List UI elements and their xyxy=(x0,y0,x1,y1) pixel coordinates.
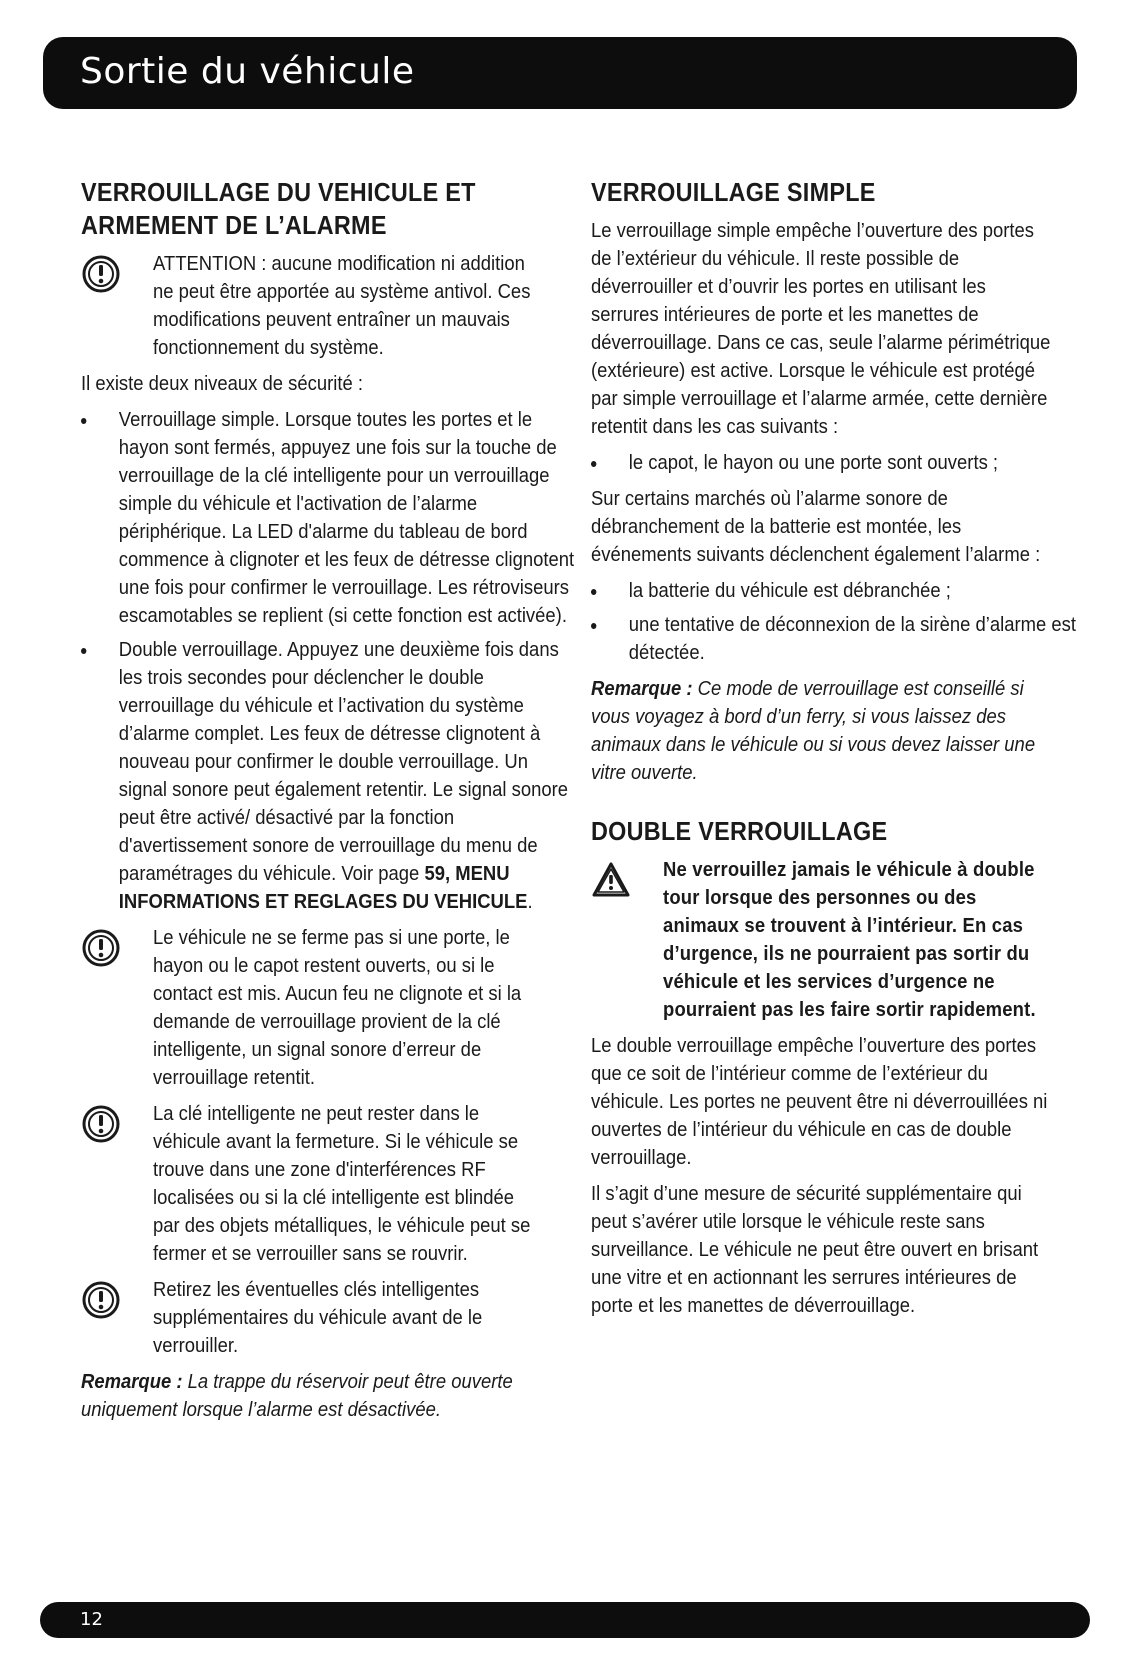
list-item xyxy=(591,449,1088,477)
info-notice-1 xyxy=(81,924,539,1092)
remark xyxy=(591,675,1051,787)
bullet-dot xyxy=(81,648,86,654)
bullet-dot xyxy=(591,461,596,467)
bullet-list xyxy=(591,577,1077,667)
remark xyxy=(81,1368,539,1424)
caution-circle-icon xyxy=(81,928,121,968)
bullet-double-locking: Double verrouillage. Appuyez une deuxième fois dans les trois secondes pour déclencher le double verrouillage du véhicule et l’activation du système d’alarme complet. Les feux de détresse clignotent à nouveau pour confirmer le double verrouillage. Un signal sonore peut également retentir. Le signal sonore peut être activé/ désactivé par la fonction d'avertissement sonore de verrouillage du menu de paramétrages du véhicule. Voir page xyxy=(118,638,569,885)
right-column xyxy=(591,176,1077,1328)
notice-text: Le véhicule ne se ferme pas si une porte, le hayon ou le capot restent ouverts, ou si le contact est mis. Aucun feu ne clignote et si la demande de verrouillage provient de la clé intelligente, un signal sonore d’erreur de verrouillage retentit. xyxy=(153,926,522,1089)
bullet-text: le capot, le hayon ou une porte sont ouverts ; xyxy=(628,451,999,474)
list-item xyxy=(81,406,576,630)
attention-notice xyxy=(81,250,539,362)
left-column xyxy=(81,176,575,1432)
page-number: 12 xyxy=(80,1609,103,1630)
page-title: Sortie du véhicule xyxy=(80,51,415,92)
bullet-list xyxy=(591,449,1051,477)
section-heading-simple-locking: VERROUILLAGE SIMPLE xyxy=(591,177,876,207)
paragraph: Le double verrouillage empêche l’ouverture des portes que ce soit de l’intérieur comme de l’extérieur du véhicule. Les portes ne peuvent être ni déverrouillées ni ouvertes de l’intérieur du véhicule en cas de double verrouillage. xyxy=(591,1034,1048,1169)
intro-text: Il existe deux niveaux de sécurité : xyxy=(81,372,364,395)
section-heading-locking: VERROUILLAGE DU VEHICULE ET ARMEMENT DE L’ALARME xyxy=(81,177,476,240)
remark-label: Remarque : xyxy=(81,1370,183,1393)
info-notice-2 xyxy=(81,1100,539,1268)
section-heading-double-locking: DOUBLE VERROUILLAGE xyxy=(591,816,888,846)
remark-text: La trappe du réservoir peut être ouverte uniquement lorsque l’alarme est désactivée. xyxy=(81,1370,513,1421)
paragraph: Sur certains marchés où l’alarme sonore de débranchement de la batterie est montée, les événements suivants déclenchent également l’alarme : xyxy=(591,487,1041,566)
info-notice-3 xyxy=(81,1276,539,1360)
bullet-dot xyxy=(591,623,596,629)
bullet-text: une tentative de déconnexion de la sirène d’alarme est détectée. xyxy=(628,613,1077,664)
caution-circle-icon xyxy=(81,1280,121,1320)
bullet-dot xyxy=(81,418,86,424)
bullet-text: la batterie du véhicule est débranchée ; xyxy=(628,579,951,602)
footer-bar xyxy=(40,1602,1090,1638)
warning-text: Ne verrouillez jamais le véhicule à double tour lorsque des personnes ou des animaux se trouvent à l’intérieur. En cas d’urgence, ils ne pourraient pas sortir du véhicule et les services d’urgence ne pourraient pas les faire sortir rapidement. xyxy=(663,858,1036,1021)
caution-circle-icon xyxy=(81,1104,121,1144)
caution-circle-icon xyxy=(81,254,121,294)
attention-text: ATTENTION : aucune modification ni addition ne peut être apportée au système antivol. Ces modifications peuvent entraîner un mauvais fonctionnement du système. xyxy=(153,252,531,359)
notice-text: La clé intelligente ne peut rester dans le véhicule avant la fermeture. Si le véhicule se trouve dans une zone d'interférences RF localisées ou si la clé intelligente est blindée par des objets métalliques, le véhicule peut se fermer et se verrouiller sans se rouvrir. xyxy=(153,1102,531,1265)
list-item xyxy=(591,611,1088,667)
security-levels-list xyxy=(81,406,575,916)
paragraph: Le verrouillage simple empêche l’ouverture des portes de l’extérieur du véhicule. Il reste possible de déverrouiller et d’ouvrir les portes en utilisant les serrures intérieures de porte et les manettes de déverrouillage. Dans ce cas, seule l’alarme périmétrique (extérieure) est active. Lorsque le véhicule est protégé par simple verrouillage et l’alarme armée, cette dernière retentit dans les cas suivants : xyxy=(591,219,1051,438)
bullet-end: . xyxy=(527,890,533,913)
paragraph: Il s’agit d’une mesure de sécurité supplémentaire qui peut s’avérer utile lorsque le véhicule reste sans surveillance. Le véhicule ne peut être ouvert en brisant une vitre et en actionnant les serrures intérieures de porte et les manettes de déverrouillage. xyxy=(591,1182,1039,1317)
bullet-simple-locking: Verrouillage simple. Lorsque toutes les portes et le hayon sont fermés, appuyez une fois sur la touche de verrouillage de la clé intelligente pour un verrouillage simple du véhicule et l'activation de l’alarme périphérique. La LED d'alarme du tableau de bord commence à clignoter et les feux de détresse clignotent une fois pour confirmer le verrouillage. Les rétroviseurs escamotables se replient (si cette fonction est activée). xyxy=(118,408,575,627)
bullet-dot xyxy=(591,589,596,595)
list-item xyxy=(591,577,1088,605)
page-reference-link[interactable]: 59, MENU INFORMATIONS ET REGLAGES DU VEHICULE xyxy=(118,862,528,913)
remark-label: Remarque : xyxy=(591,677,693,700)
warning-notice xyxy=(591,856,1051,1024)
notice-text: Retirez les éventuelles clés intelligentes supplémentaires du véhicule avant de le verrouiller. xyxy=(153,1278,483,1357)
list-item xyxy=(81,636,576,916)
remark-text: Ce mode de verrouillage est conseillé si vous voyagez à bord d’un ferry, si vous laissez des animaux dans le véhicule ou si vous devez laisser une vitre ouverte. xyxy=(591,677,1036,784)
warning-triangle-icon xyxy=(591,860,631,900)
